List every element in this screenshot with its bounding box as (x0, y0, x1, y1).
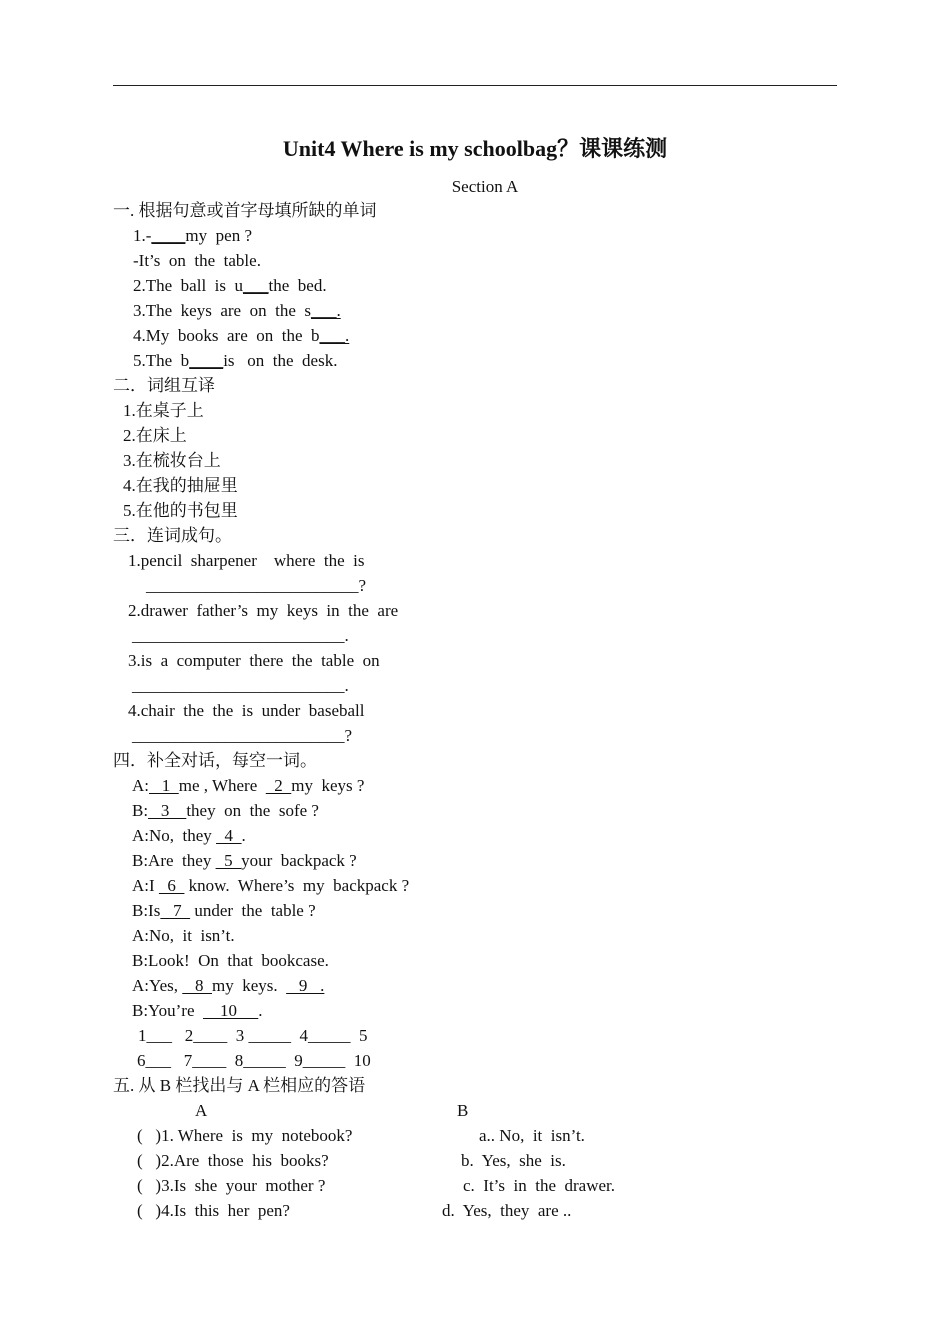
column-b-label: B (457, 1101, 469, 1120)
column-a-label: A (195, 1101, 208, 1120)
s2-item: 5.在他的书包里 (123, 501, 238, 520)
s1-question-5: 5.The b____is on the desk. (133, 351, 338, 370)
dialogue-line-6: B:Is 7 under the table ? (132, 901, 316, 920)
match-row (113, 1148, 873, 1173)
answer-line[interactable]: _________________________ (132, 726, 345, 745)
fill-blank[interactable]: ___. (310, 301, 341, 320)
s3-prompt-2: 2.drawer father’s my keys in the are (128, 601, 399, 620)
dialogue-line-7: A:No, it isn’t. (132, 926, 235, 945)
page-title: Unit4 Where is my schoolbag？课课练测 (282, 136, 668, 161)
dialogue-blank[interactable]: 3 (148, 801, 187, 820)
section-5-heading: 五. 从 B 栏找出与 A 栏相应的答语 (113, 1076, 366, 1095)
s1-question-4: 4.My books are on the b___. (133, 326, 350, 345)
dialogue-blank[interactable]: 5 (215, 851, 242, 870)
answer-line[interactable]: _________________________ (146, 576, 359, 595)
match-answer: d. Yes, they are .. (442, 1201, 572, 1220)
fill-blank[interactable]: ___ (243, 276, 269, 295)
s2-item: 4.在我的抽屉里 (123, 476, 238, 495)
match-question[interactable]: ( )3.Is she your mother ? (137, 1176, 326, 1195)
s1-question-2: 2.The ball is u___the bed. (133, 276, 327, 295)
dialogue-blank[interactable]: 1 (149, 776, 179, 795)
s3-answer-2: _________________________. (132, 626, 349, 645)
s3-answer-3: _________________________. (132, 676, 349, 695)
s3-prompt-4: 4.chair the the is under baseball (128, 701, 365, 720)
answer-row-2: 6___ 7____ 8_____ 9_____ 10 (137, 1051, 371, 1070)
s3-answer-1: _________________________? (146, 576, 367, 595)
section-1-heading: 一. 根据句意或首字母填所缺的单词 (113, 201, 377, 220)
s1-question-1a: 1.-____my pen ? (133, 226, 252, 245)
s2-item: 3.在梳妆台上 (123, 451, 221, 470)
s3-prompt-3: 3.is a computer there the table on (128, 651, 380, 670)
dialogue-line-4: B:Are they 5 your backpack ? (132, 851, 357, 870)
dialogue-blank[interactable]: 8 (182, 976, 212, 995)
fill-blank[interactable]: ___. (319, 326, 350, 345)
column-headers (113, 1098, 873, 1123)
dialogue-line-3: A:No, they 4 . (132, 826, 246, 845)
dialogue-line-5: A:I 6 know. Where’s my backpack ? (132, 876, 410, 895)
match-row (113, 1123, 873, 1148)
dialogue-blank[interactable]: 7 (160, 901, 191, 920)
dialogue-blank[interactable]: 6 (158, 876, 185, 895)
match-row (113, 1173, 873, 1198)
match-answer: b. Yes, she is. (461, 1151, 566, 1170)
section-subtitle: Section A (451, 177, 519, 196)
match-row (113, 1198, 873, 1223)
dialogue-line-9: A:Yes, 8 my keys. 9 . (132, 976, 325, 995)
match-answer: a.. No, it isn’t. (479, 1126, 585, 1145)
fill-blank[interactable]: ____ (151, 226, 186, 245)
dialogue-blank[interactable]: 4 (216, 826, 242, 845)
match-answer: c. It’s in the drawer. (463, 1176, 616, 1195)
s1-question-3: 3.The keys are on the s___. (133, 301, 341, 320)
dialogue-blank[interactable]: 2 (265, 776, 292, 795)
dialogue-blank[interactable]: 9 . (286, 976, 325, 995)
dialogue-line-1: A: 1 me , Where 2 my keys ? (132, 776, 365, 795)
header-rule (113, 85, 837, 86)
worksheet-body (113, 198, 873, 1223)
dialogue-blank[interactable]: 10 (203, 1001, 259, 1020)
section-3-heading: 三．连词成句。 (113, 526, 232, 545)
match-question[interactable]: ( )4.Is this her pen? (137, 1201, 290, 1220)
s2-item: 2.在床上 (123, 426, 187, 445)
match-question[interactable]: ( )2.Are those his books? (137, 1151, 329, 1170)
s1-question-1b: -It’s on the table. (133, 251, 261, 270)
match-question[interactable]: ( )1. Where is my notebook? (137, 1126, 353, 1145)
s3-answer-4: _________________________? (132, 726, 353, 745)
s3-prompt-1: 1.pencil sharpener where the is (128, 551, 365, 570)
dialogue-line-2: B: 3 they on the sofe ? (132, 801, 319, 820)
section-2-heading: 二．词组互译 (113, 376, 215, 395)
answer-row-1: 1___ 2____ 3 _____ 4_____ 5 (138, 1026, 368, 1045)
dialogue-line-8: B:Look! On that bookcase. (132, 951, 329, 970)
s2-item: 1.在桌子上 (123, 401, 204, 420)
answer-line[interactable]: _________________________ (132, 676, 345, 695)
answer-line[interactable]: _________________________ (132, 626, 345, 645)
fill-blank[interactable]: ____ (189, 351, 224, 370)
section-4-heading: 四．补全对话，每空一词。 (113, 751, 317, 770)
dialogue-line-10: B:You’re 10 . (132, 1001, 263, 1020)
